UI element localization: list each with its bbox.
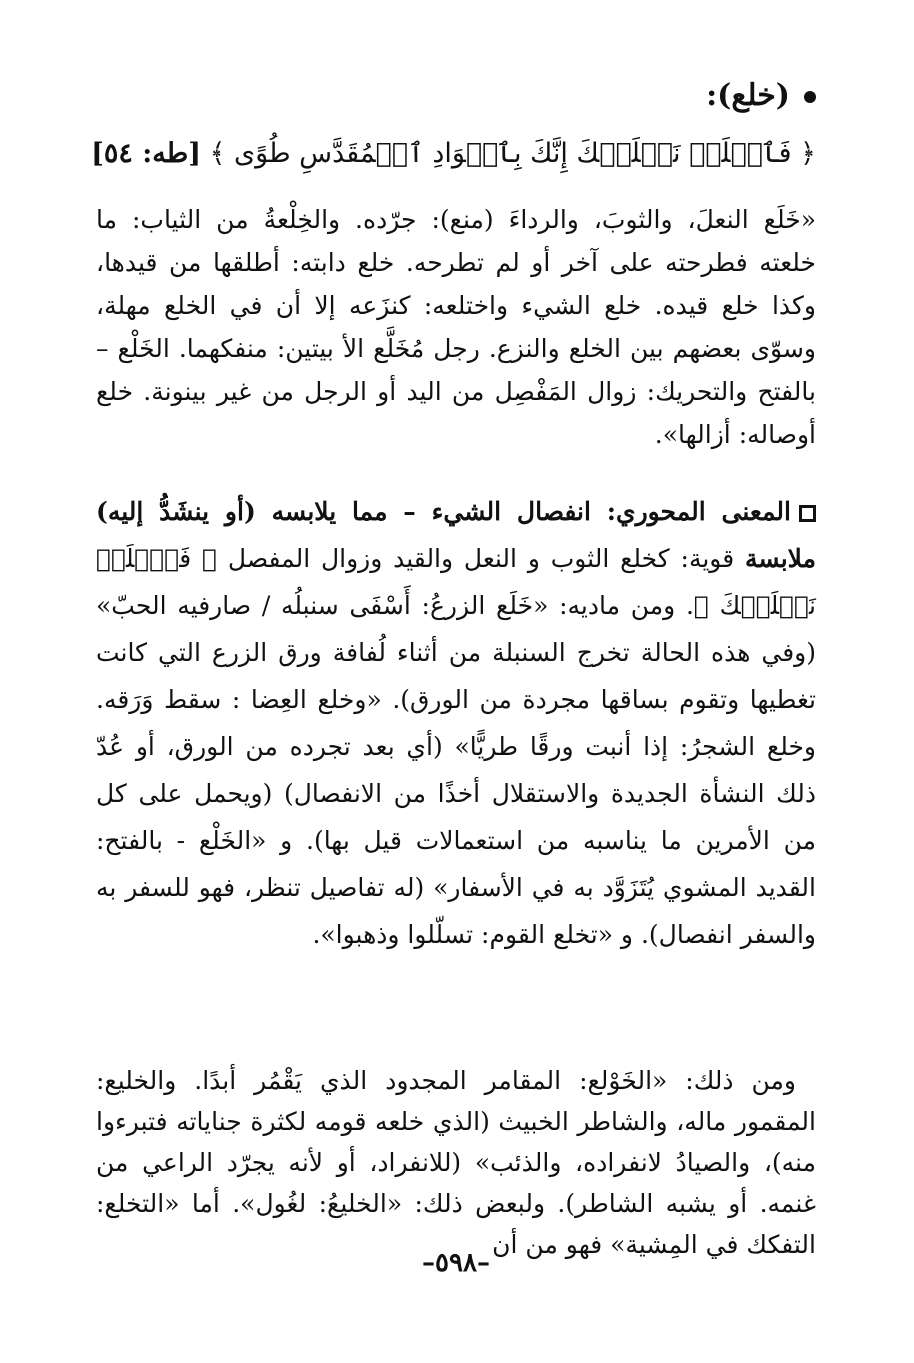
entry-heading <box>706 76 816 116</box>
paragraph-definition: «خَلَع النعلَ، والثوبَ، والرداءَ (منع): جرّده. والخِلْعةُ من الثياب: ما خلعته فطرحته على آخر أو لم تطرحه. خلع دابته: أطلقها من قيدها، وكذا خلع قيده. خلع الشيء واختلعه: كنزَعه إلا أن في الخلع مهلة، وسوّى بعضهم بين الخلع والنزع. رجل مُخَلَّع الأ بيتين: منفكهما. الخَلْع – بالفتح والتحريك: زوال المَفْصِل من اليد أو الرجل من غير بينونة. خلع أوصاله: أزالها». <box>96 205 816 449</box>
verse-text: ﴿ فَٱخۡلَعۡ نَعۡلَيۡكَ إِنَّكَ بِٱلۡوَادِ ٱلۡمُقَدَّسِ طُوًى ﴾ <box>209 138 816 169</box>
derivatives-text: ومن ذلك: «الخَوْلع: المقامر المجدود الذي يَقْمُر أبدًا. والخليع: المقمور ماله، والشاطر الخبيث (الذي خلعه قومه لكثرة جناياته فتبرءوا منه)، والصيادُ لانفراده، والذئب» (للانفراد، أو لأنه يجرّد الراعي من غنمه. أو يشبه الشاطر). ولبعض ذلك: «الخليعُ: لغُول». أما «التخلع: التفكك في المِشية» فهو من أن <box>96 1066 816 1259</box>
document-page <box>91 70 816 1300</box>
square-bullet-icon <box>799 505 816 522</box>
core-meaning-lead: المعنى المحوري: انفصال الشيء – مما يلابسه (أو ينشَدُّ إليه) ملابسة <box>96 497 816 573</box>
entry-heading-text: (خلع): <box>706 78 790 113</box>
quran-verse <box>91 132 816 176</box>
verse-reference: [طه: ٥٤] <box>91 138 201 169</box>
paragraph-derivatives <box>96 1060 816 1265</box>
bullet-icon <box>804 91 816 103</box>
page-number: –٥٩٨– <box>422 1248 490 1278</box>
core-meaning-body: قوية: كخلع الثوب و النعل والقيد وزوال المفصل ﴿ فَٱخۡلَعۡ نَعۡلَيۡكَ ﴾. ومن ماديه: «خَلَع الزرعُ: أَسْفَى سنبلُه / صارفيه الحبّ» (وفي هذه الحالة تخرج السنبلة من أثناء لُفافة ورق الزرع التي كانت تغطيها وتقوم بساقها مجردة من الورق). «وخلع العِضا : سقط وَرَقه. وخلع الشجرُ: إذا أنبت ورقًا طريًّا» (أي بعد تجرده من الورق، أو عُدّ ذلك النشأة الجديدة والاستقلال أخذًا من الانفصال) (ويحمل على كل من الأمرين ما يناسبه من استعمالات قيل بها). و «الخَلْع - بالفتح: القديد المشوي يُتَزَوَّد به في الأسفار» (له تفاصيل تنظر، فهو للسفر به والسفر انفصال). و «تخلع القوم: تسلّلوا وذهبوا». <box>96 544 816 949</box>
paragraph-core-meaning <box>96 488 816 958</box>
